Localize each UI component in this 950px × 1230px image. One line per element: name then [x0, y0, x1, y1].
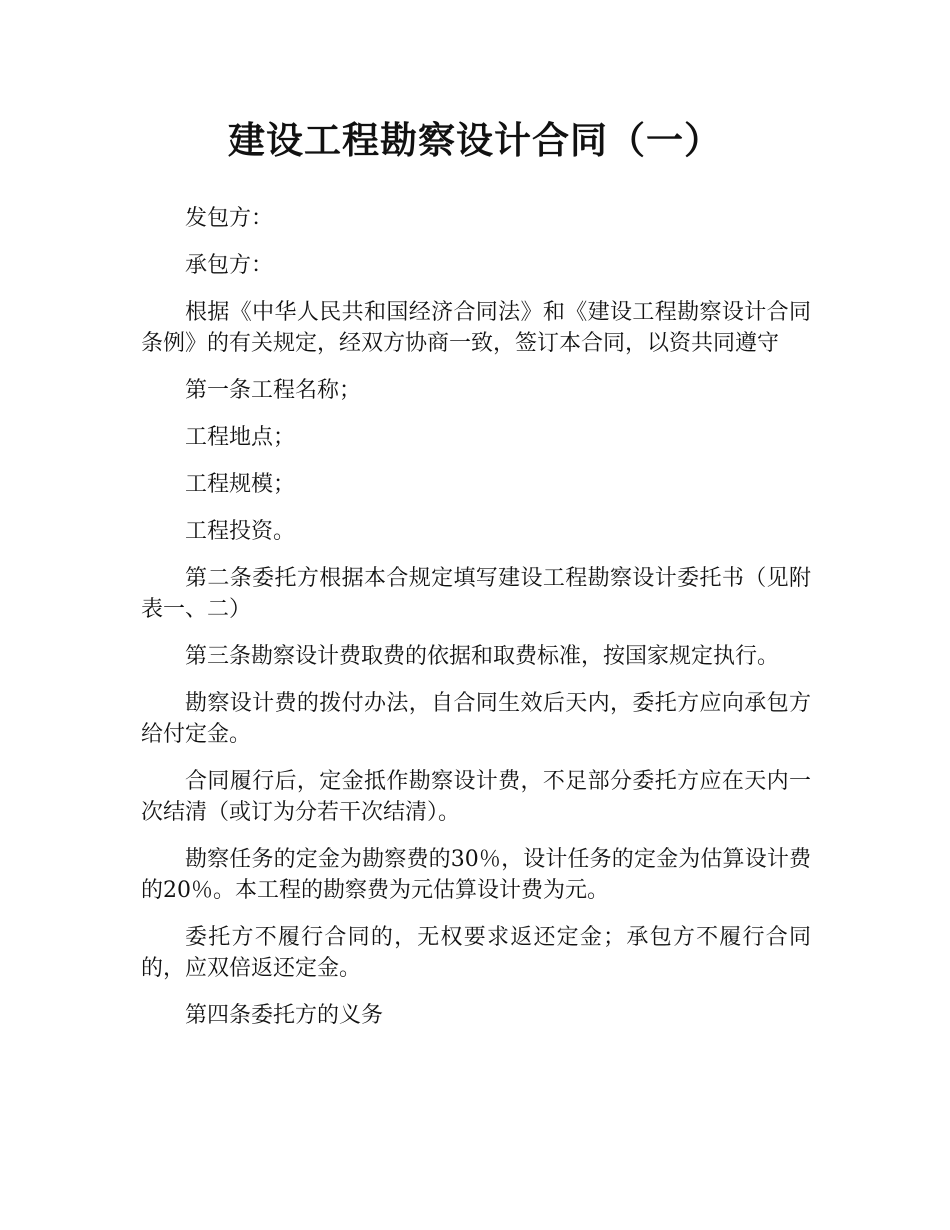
paragraph-article-2: 第二条委托方根据本合规定填写建设工程勘察设计委托书（见附表一、二） — [141, 566, 811, 622]
paragraph-deposit-breach: 委托方不履行合同的，无权要求返还定金；承包方不履行合同的，应双倍返还定金。 — [141, 925, 811, 981]
paragraph-preamble: 根据《中华人民共和国经济合同法》和《建设工程勘察设计合同条例》的有关规定，经双方协商一致，签订本合同，以资共同遵守 — [141, 300, 811, 356]
paragraph-fee-payment: 勘察设计费的拨付办法，自合同生效后天内，委托方应向承包方给付定金。 — [141, 691, 811, 747]
paragraph-deposit-rates: 勘察任务的定金为勘察费的30％，设计任务的定金为估算设计费的20％。本工程的勘察费为元估算设计费为元。 — [141, 847, 811, 903]
paragraph-deposit-settlement: 合同履行后，定金抵作勘察设计费，不足部分委托方应在天内一次结清（或订为分若干次结清）。 — [141, 769, 811, 825]
document-title: 建设工程勘察设计合同（一） — [228, 119, 722, 162]
paragraph-project-scale: 工程规模； — [185, 472, 296, 497]
paragraph-article-1-project-name: 第一条工程名称； — [185, 378, 362, 403]
document-body — [141, 203, 811, 1047]
paragraph-employer: 发包方： — [185, 206, 274, 231]
paragraph-contractor: 承包方： — [185, 253, 274, 278]
paragraph-project-location: 工程地点； — [185, 425, 296, 450]
paragraph-project-investment: 工程投资。 — [185, 519, 296, 544]
paragraph-article-3: 第三条勘察设计费取费的依据和取费标准，按国家规定执行。 — [185, 644, 780, 669]
paragraph-article-4: 第四条委托方的义务 — [185, 1003, 384, 1028]
